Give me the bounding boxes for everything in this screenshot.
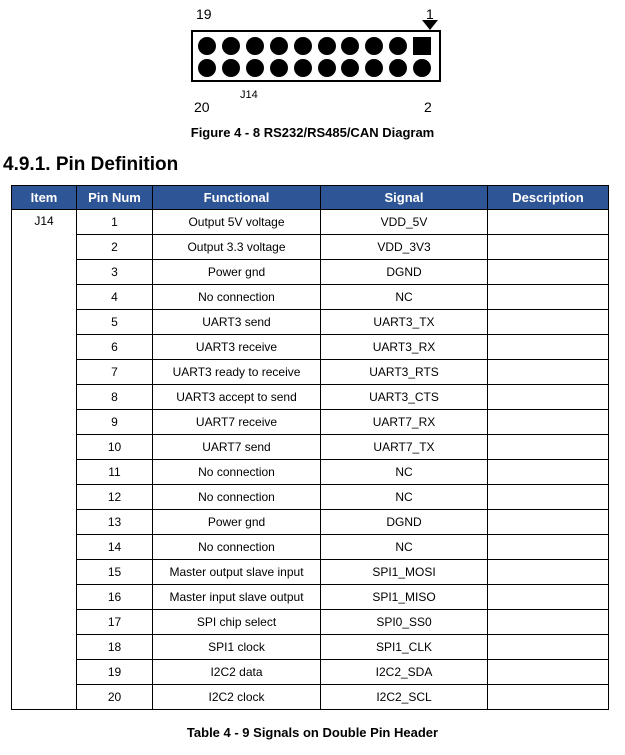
table-row (12, 560, 609, 585)
table-row (12, 235, 609, 260)
signal-cell: UART3_RTS (321, 360, 488, 385)
pin-dot-icon (341, 59, 359, 77)
signal-cell: UART3_TX (321, 310, 488, 335)
description-cell (488, 285, 609, 310)
description-cell (488, 235, 609, 260)
pin-dot-icon (222, 59, 240, 77)
pin-dot-icon (270, 59, 288, 77)
pin-dot-icon (198, 37, 216, 55)
table-row (12, 435, 609, 460)
pin-dot-icon (294, 37, 312, 55)
pin-dot-icon (198, 59, 216, 77)
pin-num-cell: 11 (77, 460, 153, 485)
pin-dot-icon (365, 37, 383, 55)
pin-num-cell: 5 (77, 310, 153, 335)
table-caption: Table 4 - 9 Signals on Double Pin Header (186, 725, 439, 740)
table-row (12, 335, 609, 360)
pin-num-cell: 6 (77, 335, 153, 360)
pin-dot-icon (389, 59, 407, 77)
pin-label-19: 19 (196, 6, 212, 22)
pin-num-cell: 10 (77, 435, 153, 460)
pin-num-cell: 2 (77, 235, 153, 260)
pin-definition-table (11, 185, 609, 710)
functional-cell: No connection (153, 285, 321, 310)
table-row (12, 460, 609, 485)
pin-num-cell: 13 (77, 510, 153, 535)
pin-dot-icon (222, 37, 240, 55)
pin-label-20: 20 (194, 99, 210, 115)
description-cell (488, 460, 609, 485)
functional-cell: UART3 receive (153, 335, 321, 360)
pin-num-cell: 16 (77, 585, 153, 610)
pin-label-1: 1 (426, 6, 434, 22)
table-row (12, 685, 609, 710)
description-cell (488, 210, 609, 235)
header-signal: Signal (321, 186, 488, 210)
functional-cell: Master output slave input (153, 560, 321, 585)
description-cell (488, 610, 609, 635)
section-title: 4.9.1. Pin Definition (3, 154, 179, 175)
table-row (12, 485, 609, 510)
functional-cell: Output 3.3 voltage (153, 235, 321, 260)
table-row (12, 360, 609, 385)
pin-num-cell: 19 (77, 660, 153, 685)
table-row (12, 585, 609, 610)
header-functional: Functional (153, 186, 321, 210)
pin-dot-icon (413, 59, 431, 77)
signal-cell: SPI1_MOSI (321, 560, 488, 585)
functional-cell: SPI chip select (153, 610, 321, 635)
signal-cell: VDD_3V3 (321, 235, 488, 260)
signal-cell: UART3_CTS (321, 385, 488, 410)
table-row (12, 535, 609, 560)
signal-cell: NC (321, 285, 488, 310)
table-row (12, 660, 609, 685)
functional-cell: I2C2 data (153, 660, 321, 685)
signal-cell: SPI1_MISO (321, 585, 488, 610)
description-cell (488, 260, 609, 285)
header-item: Item (12, 186, 77, 210)
pin-dot-icon (365, 59, 383, 77)
table-row (12, 210, 609, 235)
description-cell (488, 585, 609, 610)
signal-cell: I2C2_SDA (321, 660, 488, 685)
functional-cell: UART7 send (153, 435, 321, 460)
pin-num-cell: 4 (77, 285, 153, 310)
description-cell (488, 560, 609, 585)
functional-cell: UART3 send (153, 310, 321, 335)
pin-square-icon (413, 37, 431, 55)
pin-num-cell: 14 (77, 535, 153, 560)
description-cell (488, 385, 609, 410)
table-row (12, 310, 609, 335)
signal-cell: SPI1_CLK (321, 635, 488, 660)
connector-outline (191, 30, 441, 82)
functional-cell: Output 5V voltage (153, 210, 321, 235)
description-cell (488, 660, 609, 685)
functional-cell: UART7 receive (153, 410, 321, 435)
pin-num-cell: 17 (77, 610, 153, 635)
pin-num-cell: 15 (77, 560, 153, 585)
signal-cell: NC (321, 535, 488, 560)
pin-num-cell: 3 (77, 260, 153, 285)
functional-cell: Power gnd (153, 260, 321, 285)
pin-label-2: 2 (424, 99, 432, 115)
pin-num-cell: 20 (77, 685, 153, 710)
pin-dot-icon (246, 37, 264, 55)
functional-cell: Master input slave output (153, 585, 321, 610)
table-row (12, 285, 609, 310)
table-row (12, 260, 609, 285)
pin-num-cell: 12 (77, 485, 153, 510)
description-cell (488, 310, 609, 335)
functional-cell: No connection (153, 460, 321, 485)
functional-cell: Power gnd (153, 510, 321, 535)
table-row (12, 510, 609, 535)
signal-cell: UART3_RX (321, 335, 488, 360)
functional-cell: No connection (153, 485, 321, 510)
item-cell: J14 (12, 210, 77, 710)
signal-cell: UART7_RX (321, 410, 488, 435)
table-row (12, 635, 609, 660)
signal-cell: SPI0_SS0 (321, 610, 488, 635)
functional-cell: UART3 ready to receive (153, 360, 321, 385)
pin-dot-icon (389, 37, 407, 55)
pin-dot-icon (246, 59, 264, 77)
functional-cell: SPI1 clock (153, 635, 321, 660)
header-pin-num: Pin Num (77, 186, 153, 210)
signal-cell: VDD_5V (321, 210, 488, 235)
description-cell (488, 410, 609, 435)
signal-cell: UART7_TX (321, 435, 488, 460)
pin-num-cell: 8 (77, 385, 153, 410)
description-cell (488, 535, 609, 560)
signal-cell: NC (321, 485, 488, 510)
functional-cell: UART3 accept to send (153, 385, 321, 410)
table-header-row (12, 186, 609, 210)
pin-num-cell: 1 (77, 210, 153, 235)
pin-dot-icon (294, 59, 312, 77)
table-row (12, 385, 609, 410)
signal-cell: I2C2_SCL (321, 685, 488, 710)
description-cell (488, 485, 609, 510)
pin-header-diagram (0, 0, 625, 118)
functional-cell: No connection (153, 535, 321, 560)
pin-num-cell: 18 (77, 635, 153, 660)
connector-label: J14 (240, 89, 258, 101)
pin-dot-icon (318, 37, 336, 55)
header-description: Description (488, 186, 609, 210)
table-row (12, 410, 609, 435)
description-cell (488, 635, 609, 660)
description-cell (488, 510, 609, 535)
pin1-marker-icon (422, 20, 438, 30)
figure-caption: Figure 4 - 8 RS232/RS485/CAN Diagram (190, 125, 435, 140)
functional-cell: I2C2 clock (153, 685, 321, 710)
description-cell (488, 685, 609, 710)
description-cell (488, 435, 609, 460)
pin-num-cell: 7 (77, 360, 153, 385)
pin-dot-icon (270, 37, 288, 55)
pin-dot-icon (341, 37, 359, 55)
signal-cell: DGND (321, 510, 488, 535)
signal-cell: DGND (321, 260, 488, 285)
signal-cell: NC (321, 460, 488, 485)
description-cell (488, 360, 609, 385)
table-row (12, 610, 609, 635)
pin-num-cell: 9 (77, 410, 153, 435)
pin-dot-icon (318, 59, 336, 77)
description-cell (488, 335, 609, 360)
